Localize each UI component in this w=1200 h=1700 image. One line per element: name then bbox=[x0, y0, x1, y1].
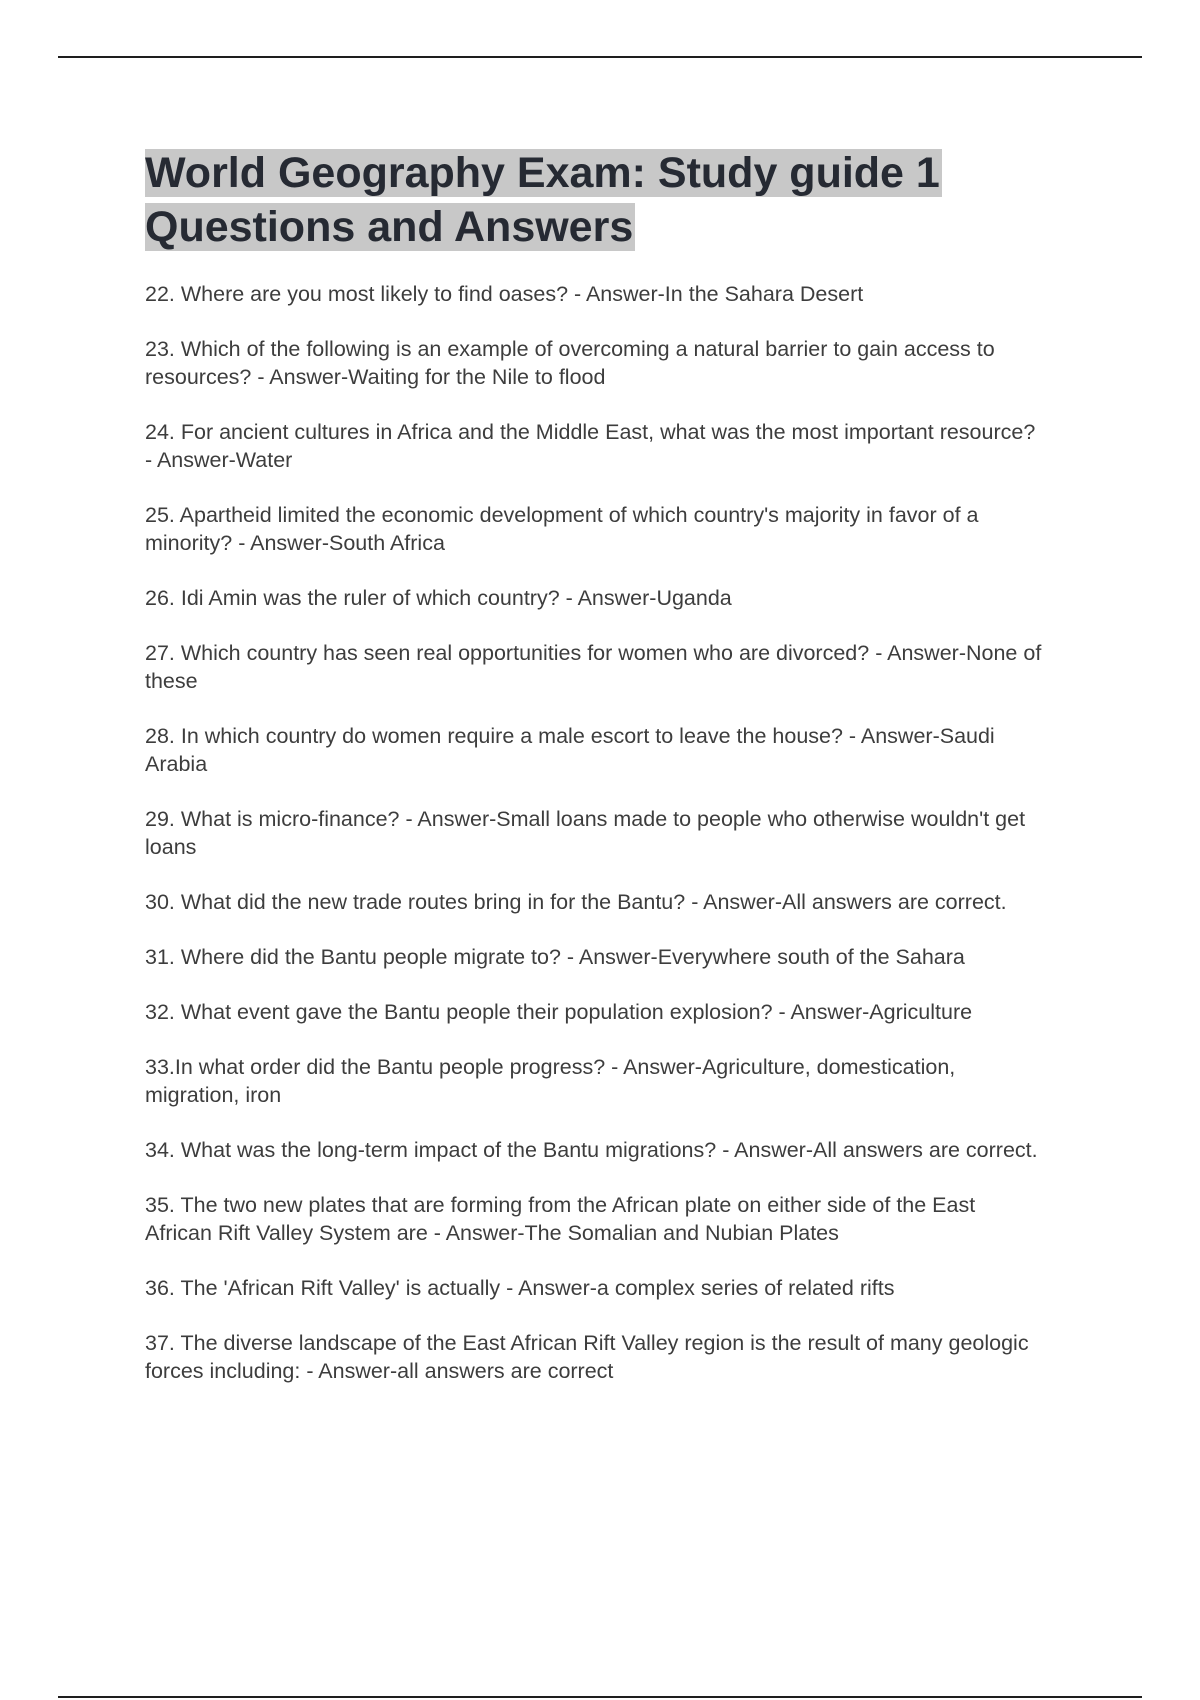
question-item-27: 27. Which country has seen real opportunities for women who are divorced? - Answer-None of these bbox=[145, 641, 1042, 693]
question-item-36: 36. The 'African Rift Valley' is actually - Answer-a complex series of related rifts bbox=[145, 1276, 895, 1300]
question-item-37: 37. The diverse landscape of the East African Rift Valley region is the result of many geologic forces including: - Answer-all answers are correct bbox=[145, 1331, 1029, 1383]
question-list bbox=[145, 280, 1045, 1385]
question-item-30: 30. What did the new trade routes bring in for the Bantu? - Answer-All answers are correct. bbox=[145, 890, 1007, 914]
question-item-34: 34. What was the long-term impact of the Bantu migrations? - Answer-All answers are correct. bbox=[145, 1138, 1038, 1162]
header-rule bbox=[58, 56, 1142, 58]
question-item-33: 33.In what order did the Bantu people progress? - Answer-Agriculture, domestication, migration, iron bbox=[145, 1055, 956, 1107]
question-item-26: 26. Idi Amin was the ruler of which country? - Answer-Uganda bbox=[145, 586, 732, 610]
question-item-22: 22. Where are you most likely to find oases? - Answer-In the Sahara Desert bbox=[145, 282, 864, 306]
question-item-29: 29. What is micro-finance? - Answer-Small loans made to people who otherwise wouldn't get loans bbox=[145, 807, 1026, 859]
document-body bbox=[145, 146, 1045, 1412]
question-item-35: 35. The two new plates that are forming from the African plate on either side of the East African Rift Valley System are - Answer-The Somalian and Nubian Plates bbox=[145, 1193, 976, 1245]
question-item-24: 24. For ancient cultures in Africa and the Middle East, what was the most important resource? - Answer-Water bbox=[145, 420, 1036, 472]
question-item-23: 23. Which of the following is an example of overcoming a natural barrier to gain access to resources? - Answer-Waiting for the Nile to flood bbox=[145, 337, 995, 389]
footer-rule bbox=[58, 1696, 1142, 1698]
question-item-32: 32. What event gave the Bantu people their population explosion? - Answer-Agriculture bbox=[145, 1000, 973, 1024]
question-item-25: 25. Apartheid limited the economic development of which country's majority in favor of a minority? - Answer-South Africa bbox=[145, 503, 979, 555]
document-title: World Geography Exam: Study guide 1 Questions and Answers bbox=[145, 149, 940, 251]
question-item-31: 31. Where did the Bantu people migrate to? - Answer-Everywhere south of the Sahara bbox=[145, 945, 965, 969]
question-item-28: 28. In which country do women require a male escort to leave the house? - Answer-Saudi Arabia bbox=[145, 724, 995, 776]
